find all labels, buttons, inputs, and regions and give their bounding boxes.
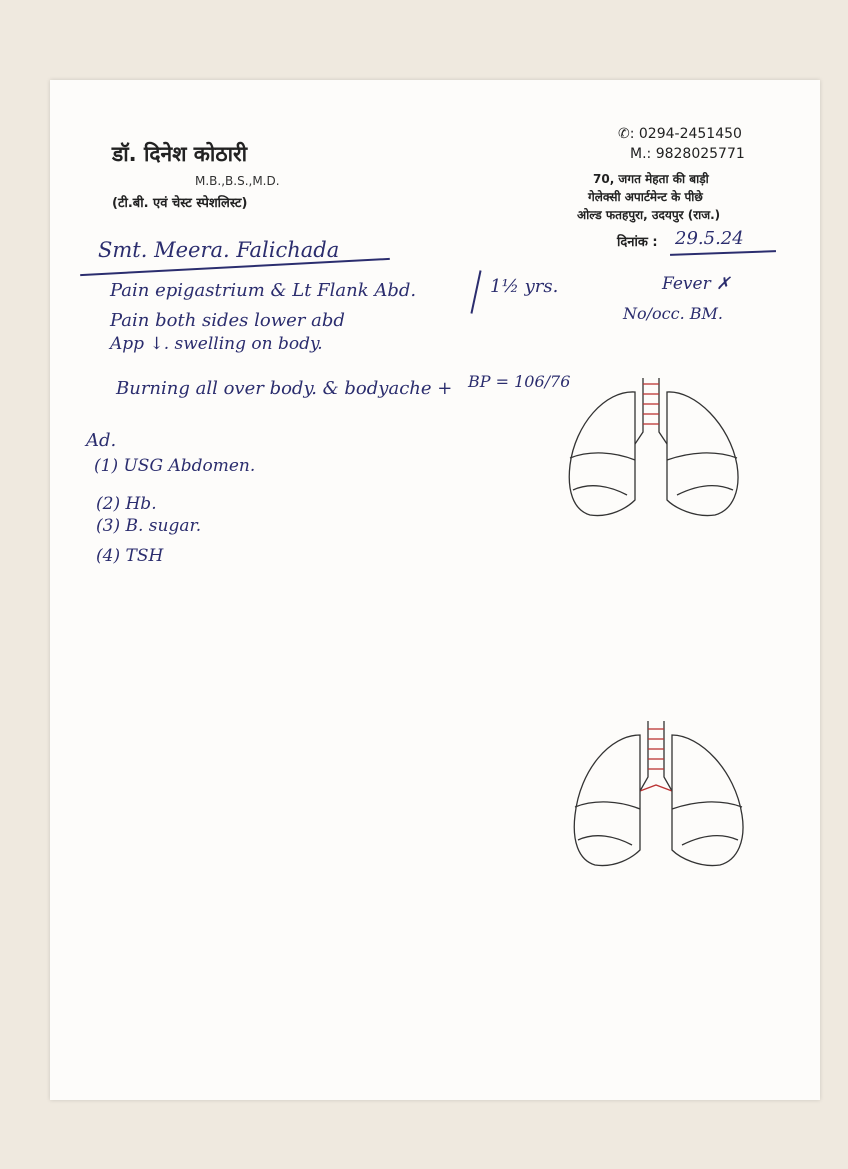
- prescription-date: 29.5.24: [675, 228, 744, 249]
- doctor-degree: M.B.,B.S.,M.D.: [195, 174, 280, 188]
- date-underline: [670, 250, 776, 256]
- investigation-item: (2) Hb.: [96, 494, 157, 514]
- complaint-2: Pain both sides lower abd: [110, 310, 345, 331]
- divider-stroke: [470, 270, 481, 313]
- advice-label: Ad.: [86, 430, 117, 451]
- bm-note: No/occ. BM.: [623, 304, 723, 323]
- investigation-item: (4) TSH: [96, 546, 164, 566]
- complaint-4: Burning all over body. & bodyache +: [116, 378, 453, 399]
- mobile-number: M.: 9828025771: [630, 146, 745, 162]
- lungs-diagram-bottom-icon: [570, 715, 750, 870]
- address-line-3: ओल्ड फतहपुरा, उदयपुर (राज.): [577, 208, 721, 222]
- investigation-item: (3) B. sugar.: [96, 516, 202, 536]
- address-line-1: 70, जगत मेहता की बाड़ी: [593, 172, 709, 186]
- investigation-item: (1) USG Abdomen.: [94, 456, 256, 476]
- blood-pressure: BP = 106/76: [468, 372, 571, 391]
- doctor-speciality: (टी.बी. एवं चेस्ट स्पेशलिस्ट): [112, 196, 248, 211]
- phone-number: ✆: 0294-2451450: [618, 126, 742, 142]
- doctor-name: डॉ. दिनेश कोठारी: [112, 142, 248, 166]
- prescription-sheet: [50, 80, 820, 1100]
- fever-note: Fever ✗: [662, 274, 731, 294]
- complaint-3: App ↓. swelling on body.: [110, 334, 323, 354]
- address-line-2: गेलेक्सी अपार्टमेन्ट के पीछे: [588, 190, 703, 204]
- date-label: दिनांक :: [617, 235, 658, 250]
- lungs-diagram-top-icon: [565, 370, 745, 520]
- duration: 1½ yrs.: [490, 276, 559, 297]
- complaint-1: Pain epigastrium & Lt Flank Abd.: [110, 280, 417, 301]
- patient-name: Smt. Meera. Falichada: [98, 238, 340, 262]
